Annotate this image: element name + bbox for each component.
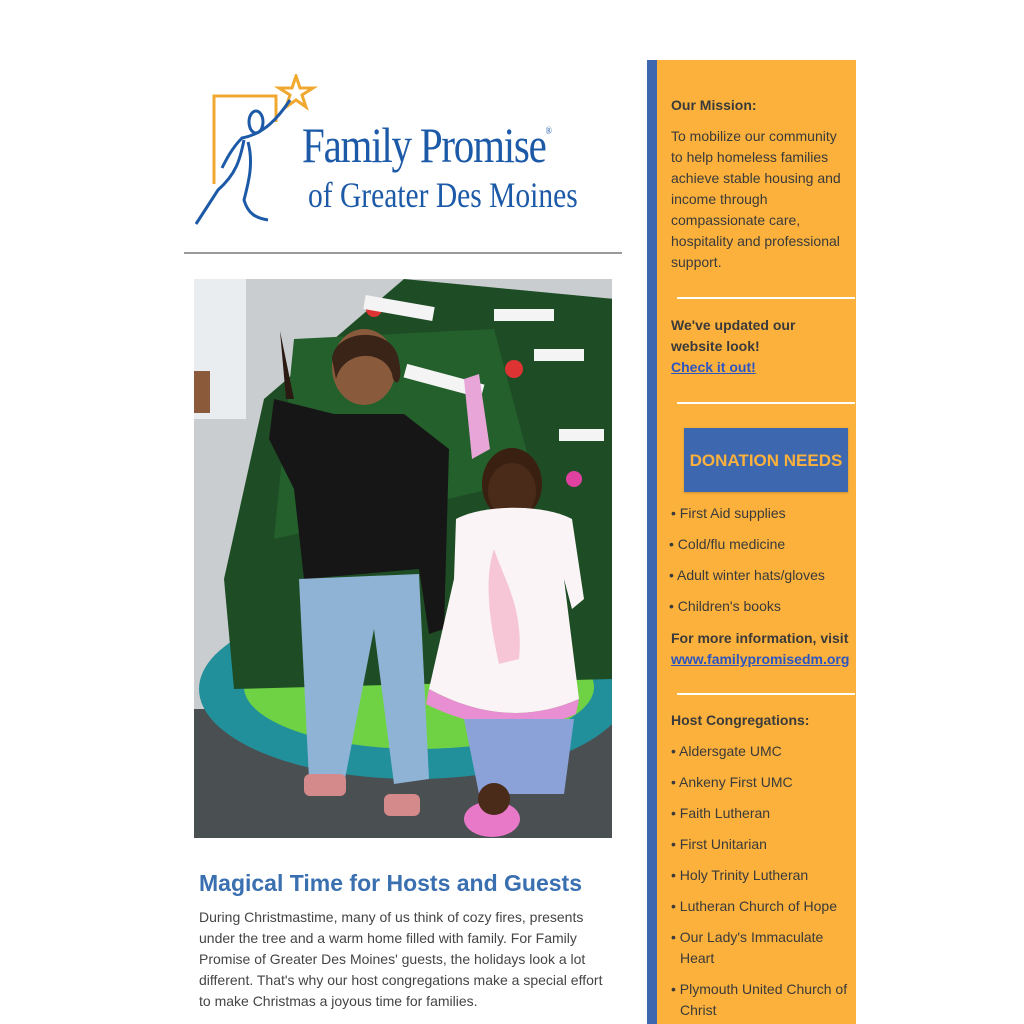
sidebar-divider (677, 693, 855, 695)
check-it-out-link[interactable]: Check it out! (671, 359, 756, 375)
article-body: During Christmastime, many of us think of cozy fires, presents under the tree and a warm home filled with family. For Family Promise of Greater Des Moines' guests, the holidays look a lot different. That's why our host congregations make a special effort to make Christmas a joyous time for families. (199, 909, 603, 1009)
list-item: • Adult winter hats/gloves (669, 567, 825, 583)
host-heading: Host Congregations: (671, 712, 810, 728)
list-item: • Holy Trinity Lutheran (671, 867, 809, 883)
mission-text: To mobilize our community to help homeless families achieve stable housing and income through compassionate care, hospitality and professional support. (671, 128, 841, 270)
list-item: • Children's books (669, 598, 781, 614)
list-item: • Our Lady's Immaculate Heart (671, 929, 824, 966)
list-item: • First Aid supplies (671, 505, 786, 521)
header-divider (184, 252, 622, 254)
host-list (671, 741, 849, 1021)
logo[interactable] (184, 60, 622, 250)
donation-list (671, 503, 856, 617)
list-item: • Ankeny First UMC (671, 774, 793, 790)
mission-heading: Our Mission: (671, 97, 757, 113)
donation-needs-button[interactable]: DONATION NEEDS (684, 428, 848, 492)
list-item: • Cold/flu medicine (669, 536, 786, 552)
article-title: Magical Time for Hosts and Guests (199, 870, 583, 896)
org-name: Family Promise® (302, 117, 552, 173)
list-item: • First Unitarian (671, 836, 767, 852)
more-info-text: For more information, visit (671, 630, 849, 646)
update-text: We've updated our website look! (671, 317, 796, 354)
list-item: • Lutheran Church of Hope (671, 898, 838, 914)
sidebar-divider (677, 297, 855, 299)
list-item: • Plymouth United Church of Christ (671, 981, 848, 1018)
list-item: • Faith Lutheran (671, 805, 771, 821)
website-link[interactable]: www.familypromisedm.org (671, 651, 850, 667)
main-column (184, 60, 622, 1009)
sidebar-divider (677, 402, 855, 404)
sidebar (647, 60, 856, 1024)
org-subtitle: of Greater Des Moines (308, 175, 578, 215)
children-christmas-photo (194, 279, 612, 838)
list-item: • Aldersgate UMC (671, 743, 782, 759)
